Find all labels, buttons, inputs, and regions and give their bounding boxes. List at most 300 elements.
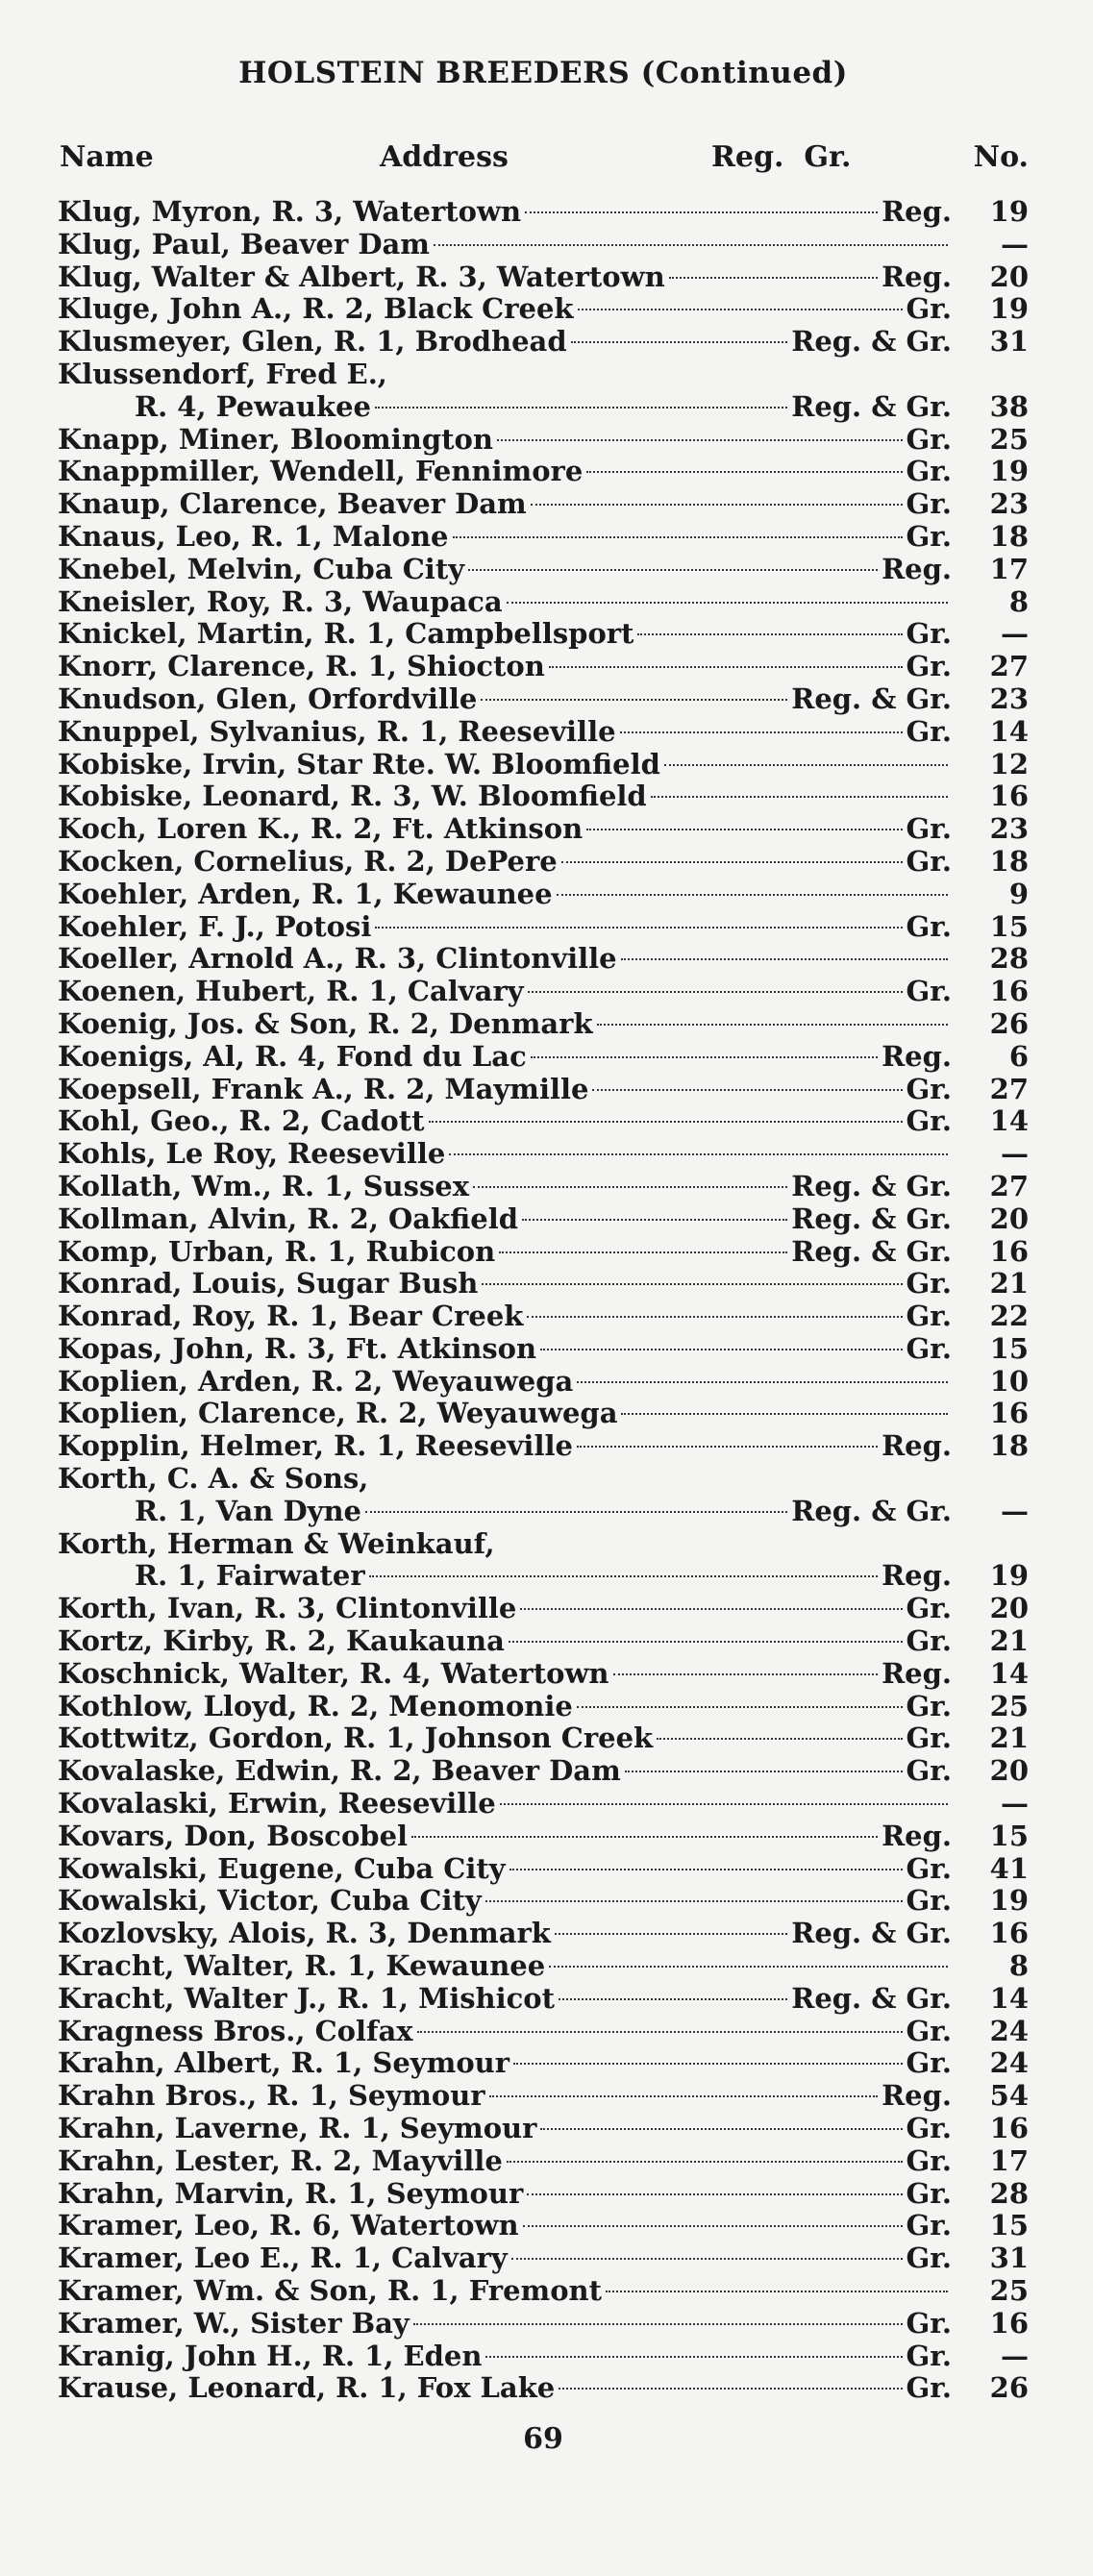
list-entry: [58, 1041, 952, 1074]
herd-count: 19: [989, 195, 1029, 228]
herd-count: 28: [989, 942, 1029, 976]
breeder-name-address: Koplien, Clarence, R. 2, Weyauwega: [58, 1397, 618, 1430]
herd-count: 16: [989, 975, 1029, 1008]
registration-type: Gr.: [906, 1267, 952, 1300]
registration-type: Gr.: [906, 2306, 952, 2340]
list-entry: [58, 1722, 952, 1755]
registration-type: Reg.: [882, 1819, 952, 1852]
herd-count: —: [1001, 2339, 1029, 2372]
registration-type: Gr.: [906, 714, 952, 748]
list-item: [58, 1138, 1029, 1171]
breeder-name-address: Kramer, Leo, R. 6, Watertown: [58, 2209, 519, 2242]
list-item: [58, 846, 1029, 879]
list-entry: [58, 2113, 952, 2145]
registration-type: Gr.: [906, 1884, 952, 1918]
list-entry: [58, 2080, 952, 2113]
breeder-name-address: Kowalski, Victor, Cuba City: [58, 1884, 482, 1918]
list-entry: [58, 1203, 952, 1236]
breeder-name-address: Kovalaski, Erwin, Reeseville: [58, 1787, 496, 1821]
breeder-name-address: Komp, Urban, R. 1, Rubicon: [58, 1234, 496, 1268]
herd-count: 26: [989, 1006, 1029, 1040]
breeder-name-address: Klusmeyer, Glen, R. 1, Brodhead: [58, 325, 567, 359]
breeder-name-address: Klug, Paul, Beaver Dam: [58, 227, 430, 260]
list-item: [58, 554, 1029, 586]
list-item: [58, 229, 1029, 261]
dot-leader: [375, 927, 902, 929]
list-item: [58, 359, 1029, 391]
list-item: [58, 1691, 1029, 1723]
list-item: [58, 1463, 1029, 1496]
dot-leader: [499, 1251, 787, 1253]
dot-leader: [586, 829, 902, 830]
herd-count: 19: [989, 1559, 1029, 1593]
list-entry: [58, 554, 952, 586]
list-item: [58, 521, 1029, 554]
dot-leader: [669, 277, 878, 279]
dot-leader: [507, 2161, 903, 2163]
list-entry: [58, 1528, 952, 1561]
list-entry: [135, 1560, 952, 1593]
herd-count: 8: [1008, 1949, 1029, 1983]
list-item: [58, 780, 1029, 813]
breeder-name-address: Kocken, Cornelius, R. 2, DePere: [58, 844, 558, 878]
herd-count: 25: [989, 1689, 1029, 1722]
list-item: [58, 1171, 1029, 1203]
list-entry: [58, 1885, 952, 1918]
list-entry: [58, 1398, 952, 1430]
herd-count: 27: [989, 1072, 1029, 1105]
list-entry: [58, 943, 952, 976]
list-item: [58, 1496, 1029, 1528]
dot-leader: [525, 211, 878, 213]
breeder-name-address: Kovalaske, Edwin, R. 2, Beaver Dam: [58, 1754, 621, 1788]
breeder-name-address: Koplien, Arden, R. 2, Weyauwega: [58, 1364, 574, 1398]
list-item: [58, 813, 1029, 846]
dot-leader: [473, 1186, 787, 1188]
list-entry: [58, 1463, 952, 1496]
registration-type: Gr.: [906, 2112, 952, 2145]
dot-leader: [637, 633, 902, 635]
herd-count: 14: [989, 1104, 1029, 1138]
dot-leader: [497, 439, 903, 441]
list-item: [58, 1593, 1029, 1625]
herd-count: 17: [989, 2143, 1029, 2177]
breeder-name-address: Koch, Loren K., R. 2, Ft. Atkinson: [58, 812, 584, 846]
list-item: [58, 1300, 1029, 1333]
breeder-name-address: Knuppel, Sylvanius, R. 1, Reeseville: [58, 714, 616, 748]
registration-type: Gr.: [906, 292, 952, 326]
herd-count: 25: [989, 2274, 1029, 2307]
breeder-name-address: Krahn, Laverne, R. 1, Seymour: [58, 2112, 537, 2145]
herd-count: 38: [989, 389, 1029, 423]
list-entry: [58, 749, 952, 781]
list-item: [58, 2080, 1029, 2113]
list-entry: [58, 1983, 952, 2016]
list-entry: [58, 2372, 952, 2405]
dot-leader: [625, 1771, 903, 1772]
herd-count: —: [1001, 1137, 1029, 1171]
dot-leader: [549, 666, 903, 668]
list-entry: [58, 2341, 952, 2373]
breeder-name-address: Kohl, Geo., R. 2, Cadott: [58, 1104, 425, 1138]
list-item: [58, 1625, 1029, 1658]
breeder-name-address: Kopplin, Helmer, R. 1, Reeseville: [58, 1429, 573, 1463]
registration-type: Reg.: [882, 1656, 952, 1690]
breeder-name-address: Knaup, Clarence, Beaver Dam: [58, 487, 527, 521]
list-entry: [58, 1430, 952, 1463]
registration-type: Gr.: [906, 1300, 952, 1333]
registration-type: Gr.: [906, 1331, 952, 1365]
list-entry: [58, 976, 952, 1008]
dot-leader: [592, 1089, 902, 1091]
dot-leader: [559, 2388, 902, 2390]
breeder-name-address: Klug, Myron, R. 3, Watertown: [58, 195, 522, 228]
registration-type: Gr.: [906, 2371, 952, 2405]
dot-leader: [540, 2128, 902, 2130]
list-item: [58, 1983, 1029, 2016]
herd-count: 14: [989, 714, 1029, 748]
list-item: [58, 2242, 1029, 2275]
breeder-name-address: Kobiske, Leonard, R. 3, W. Bloomfield: [58, 780, 647, 813]
list-entry: [58, 716, 952, 749]
registration-type: Gr.: [906, 2143, 952, 2177]
page-title: HOLSTEIN BREEDERS (Continued): [238, 56, 848, 90]
herd-count: —: [1001, 617, 1029, 651]
breeder-name-address: Klug, Walter & Albert, R. 3, Watertown: [58, 260, 665, 293]
breeder-name-address: Knapp, Miner, Bloomington: [58, 422, 493, 456]
list-entry: [58, 1333, 952, 1366]
breeder-name-address: Korth, Ivan, R. 3, Clintonville: [58, 1592, 517, 1625]
dot-leader: [621, 958, 948, 960]
list-item: [58, 1430, 1029, 1463]
breeder-name-address: Korth, Herman & Weinkauf,: [58, 1526, 495, 1560]
registration-type: Gr.: [906, 812, 952, 846]
herd-count: 16: [989, 2306, 1029, 2340]
breeder-name-address: Koschnick, Walter, R. 4, Watertown: [58, 1656, 609, 1690]
list-item: [58, 1105, 1029, 1138]
list-item: [58, 293, 1029, 326]
breeder-name-address: Kottwitz, Gordon, R. 1, Johnson Creek: [58, 1721, 654, 1755]
registration-type: Reg.: [882, 552, 952, 585]
list-entry: [58, 293, 952, 326]
dot-leader: [520, 1608, 902, 1610]
breeder-name-address: Knudson, Glen, Orfordville: [58, 681, 478, 715]
registration-type: Gr.: [906, 2176, 952, 2210]
list-entry: [58, 196, 952, 229]
registration-type: Reg. & Gr.: [791, 325, 952, 359]
list-item: [58, 618, 1029, 651]
registration-type: Gr.: [906, 2242, 952, 2275]
list-entry: [135, 391, 952, 424]
herd-count: 9: [1008, 877, 1029, 910]
breeder-name-address: Klussendorf, Fred E.,: [58, 357, 387, 390]
breeder-name-address: Kovars, Don, Boscobel: [58, 1819, 409, 1852]
list-item: [58, 586, 1029, 619]
herd-count: 18: [989, 519, 1029, 553]
list-item: [58, 2016, 1029, 2048]
breeder-name-address: Kracht, Walter J., R. 1, Mishicot: [58, 1981, 556, 2015]
list-entry: [58, 1755, 952, 1788]
herd-count: —: [1001, 1494, 1029, 1527]
dot-leader: [657, 1738, 902, 1740]
breeder-name-address: Kluge, John A., R. 2, Black Creek: [58, 292, 574, 326]
breeder-name-address: Kozlovsky, Alois, R. 3, Denmark: [58, 1917, 551, 1950]
herd-count: 21: [989, 1721, 1029, 1755]
list-item: [58, 2372, 1029, 2405]
herd-count: 16: [989, 780, 1029, 813]
registration-type: Reg. & Gr.: [791, 1234, 952, 1268]
breeder-name-address: Koehler, F. J., Potosi: [58, 909, 372, 943]
list-entry: [58, 1918, 952, 1950]
dot-leader: [606, 2291, 948, 2292]
herd-count: 21: [989, 1267, 1029, 1300]
dot-leader: [531, 504, 903, 506]
list-item: [58, 1560, 1029, 1593]
breeder-name-address: Koenigs, Al, R. 4, Fond du Lac: [58, 1039, 527, 1073]
list-entry: [58, 326, 952, 359]
herd-count: —: [1001, 227, 1029, 260]
breeder-name-address: Kopas, John, R. 3, Ft. Atkinson: [58, 1331, 537, 1365]
list-item: [58, 943, 1029, 976]
list-item: [58, 2113, 1029, 2145]
list-entry: [58, 521, 952, 554]
dot-leader: [577, 1446, 878, 1448]
herd-count: —: [1001, 1787, 1029, 1821]
dot-leader: [559, 1998, 787, 2000]
list-entry: [58, 2210, 952, 2242]
dot-leader: [417, 2031, 903, 2033]
herd-count: 31: [989, 2242, 1029, 2275]
breeder-name-address: Knaus, Leo, R. 1, Malone: [58, 519, 449, 553]
registration-type: Gr.: [906, 487, 952, 521]
dot-leader: [429, 1121, 903, 1123]
list-entry: [58, 1821, 952, 1853]
dot-leader: [522, 1219, 787, 1221]
dot-leader: [489, 2095, 878, 2097]
breeder-list: [58, 196, 1029, 2405]
dot-leader: [549, 1966, 948, 1968]
herd-count: 17: [989, 552, 1029, 585]
registration-type: Reg. & Gr.: [791, 1201, 952, 1235]
breeder-name-address: Kothlow, Lloyd, R. 2, Menomonie: [58, 1689, 573, 1722]
dot-leader: [555, 1933, 787, 1935]
breeder-name-address: Kohls, Le Roy, Reeseville: [58, 1137, 446, 1171]
dot-leader: [411, 1836, 878, 1838]
herd-count: 20: [989, 1592, 1029, 1625]
dot-leader: [561, 861, 903, 863]
herd-count: 23: [989, 681, 1029, 715]
list-entry: [58, 488, 952, 521]
list-item: [58, 1203, 1029, 1236]
registration-type: Gr.: [906, 650, 952, 683]
list-entry: [58, 1691, 952, 1723]
dot-leader: [597, 1024, 948, 1026]
list-item: [58, 488, 1029, 521]
list-entry: [58, 586, 952, 619]
dot-leader: [509, 1869, 903, 1870]
list-item: [58, 749, 1029, 781]
list-entry: [58, 618, 952, 651]
dot-leader: [621, 1413, 948, 1415]
herd-count: 24: [989, 2014, 1029, 2047]
list-entry: [58, 1105, 952, 1138]
dot-leader: [500, 1803, 948, 1805]
column-header-address: Address: [380, 140, 509, 174]
dot-leader: [527, 2193, 902, 2195]
herd-count: 24: [989, 2046, 1029, 2080]
herd-count: 16: [989, 1397, 1029, 1430]
list-item: [58, 326, 1029, 359]
list-entry: [58, 1593, 952, 1625]
list-item: [58, 1918, 1029, 1950]
dot-leader: [365, 1511, 787, 1513]
breeder-name-address: Konrad, Louis, Sugar Bush: [58, 1267, 479, 1300]
breeder-name-address: Kramer, Leo E., R. 1, Calvary: [58, 2242, 508, 2275]
list-item: [58, 424, 1029, 457]
list-item: [58, 1821, 1029, 1853]
dot-leader: [482, 1283, 902, 1285]
breeder-name-address: R. 1, Fairwater: [135, 1559, 365, 1593]
breeder-name-address: Krahn Bros., R. 1, Seymour: [58, 2079, 485, 2113]
dot-leader: [485, 1900, 903, 1902]
list-entry: [58, 846, 952, 879]
breeder-name-address: Kramer, W., Sister Bay: [58, 2306, 410, 2340]
herd-count: 16: [989, 1234, 1029, 1268]
list-entry: [58, 1171, 952, 1203]
list-item: [58, 1755, 1029, 1788]
list-item: [58, 261, 1029, 294]
list-entry: [58, 1853, 952, 1886]
registration-type: Gr.: [906, 1592, 952, 1625]
breeder-name-address: Knorr, Clarence, R. 1, Shiocton: [58, 650, 545, 683]
registration-type: Gr.: [906, 2046, 952, 2080]
registration-type: Gr.: [906, 1624, 952, 1658]
registration-type: Reg.: [882, 260, 952, 293]
registration-type: Gr.: [906, 2209, 952, 2242]
list-item: [58, 1008, 1029, 1041]
list-entry: [58, 2242, 952, 2275]
herd-count: 15: [989, 1331, 1029, 1365]
breeder-name-address: Kortz, Kirby, R. 2, Kaukauna: [58, 1624, 505, 1658]
list-item: [58, 683, 1029, 716]
breeder-name-address: Koenen, Hubert, R. 1, Calvary: [58, 975, 524, 1008]
registration-type: Gr.: [906, 422, 952, 456]
list-entry: [58, 2016, 952, 2048]
registration-type: Gr.: [906, 1721, 952, 1755]
dot-leader: [528, 991, 903, 993]
list-item: [58, 1366, 1029, 1399]
dot-leader: [509, 1641, 903, 1643]
list-entry: [58, 2047, 952, 2080]
herd-count: 26: [989, 2371, 1029, 2405]
list-item: [58, 2178, 1029, 2211]
dot-leader: [507, 602, 948, 604]
registration-type: Reg. & Gr.: [791, 1494, 952, 1527]
registration-type: Gr.: [906, 2339, 952, 2372]
dot-leader: [449, 1153, 948, 1155]
list-item: [58, 879, 1029, 911]
herd-count: 21: [989, 1624, 1029, 1658]
breeder-name-address: Krause, Leonard, R. 1, Fox Lake: [58, 2371, 556, 2405]
registration-type: Reg.: [882, 1429, 952, 1463]
breeder-name-address: Knebel, Melvin, Cuba City: [58, 552, 465, 585]
breeder-name-address: Koenig, Jos. & Son, R. 2, Denmark: [58, 1006, 593, 1040]
herd-count: 31: [989, 325, 1029, 359]
breeder-name-address: Kollman, Alvin, R. 2, Oakfield: [58, 1201, 518, 1235]
herd-count: 16: [989, 1917, 1029, 1950]
list-item: [58, 1658, 1029, 1691]
herd-count: 54: [989, 2079, 1029, 2113]
list-entry: [58, 911, 952, 944]
herd-count: 8: [1008, 584, 1029, 618]
herd-count: 27: [989, 1169, 1029, 1202]
dot-leader: [375, 407, 787, 409]
registration-type: Reg.: [882, 1559, 952, 1593]
registration-type: Reg. & Gr.: [791, 389, 952, 423]
herd-count: 15: [989, 2209, 1029, 2242]
page-number: 69: [523, 2422, 563, 2456]
list-entry: [58, 229, 952, 261]
list-item: [58, 1041, 1029, 1074]
registration-type: Gr.: [906, 1689, 952, 1722]
dot-leader: [485, 2356, 902, 2358]
registration-type: Reg. & Gr.: [791, 1981, 952, 2015]
list-entry: [58, 1950, 952, 1983]
list-item: [58, 716, 1029, 749]
dot-leader: [664, 764, 948, 766]
herd-count: 25: [989, 422, 1029, 456]
breeder-name-address: Krahn, Lester, R. 2, Mayville: [58, 2143, 503, 2177]
herd-count: 28: [989, 2176, 1029, 2210]
registration-type: Gr.: [906, 1754, 952, 1788]
list-entry: [58, 261, 952, 294]
dot-leader: [571, 341, 788, 343]
registration-type: Reg. & Gr.: [791, 1169, 952, 1202]
breeder-name-address: Konrad, Roy, R. 1, Bear Creek: [58, 1300, 524, 1333]
herd-count: 27: [989, 650, 1029, 683]
list-entry: [58, 813, 952, 846]
registration-type: Reg. & Gr.: [791, 681, 952, 715]
herd-count: 15: [989, 1819, 1029, 1852]
dot-leader: [620, 731, 903, 733]
herd-count: 18: [989, 1429, 1029, 1463]
breeder-name-address: Knickel, Martin, R. 1, Campbellsport: [58, 617, 634, 651]
dot-leader: [577, 1381, 948, 1383]
registration-type: Reg.: [882, 1039, 952, 1073]
dot-leader: [523, 2225, 903, 2227]
list-entry: [135, 1496, 952, 1528]
registration-type: Gr.: [906, 975, 952, 1008]
breeder-name-address: Koepsell, Frank A., R. 2, Maymille: [58, 1072, 589, 1105]
list-item: [58, 911, 1029, 944]
herd-count: 10: [989, 1364, 1029, 1398]
list-item: [58, 196, 1029, 229]
dot-leader: [511, 2258, 903, 2260]
dot-leader: [651, 796, 948, 798]
herd-count: 20: [989, 1201, 1029, 1235]
dot-leader: [540, 1349, 902, 1350]
dot-leader: [527, 1316, 902, 1318]
list-item: [58, 2308, 1029, 2341]
list-item: [58, 2275, 1029, 2308]
breeder-name-address: Kobiske, Irvin, Star Rte. W. Bloomfield: [58, 747, 660, 780]
list-item: [58, 1236, 1029, 1269]
list-item: [58, 1853, 1029, 1886]
list-item: [58, 2210, 1029, 2242]
list-entry: [58, 1366, 952, 1399]
dot-leader: [413, 2323, 903, 2325]
list-item: [58, 391, 1029, 424]
